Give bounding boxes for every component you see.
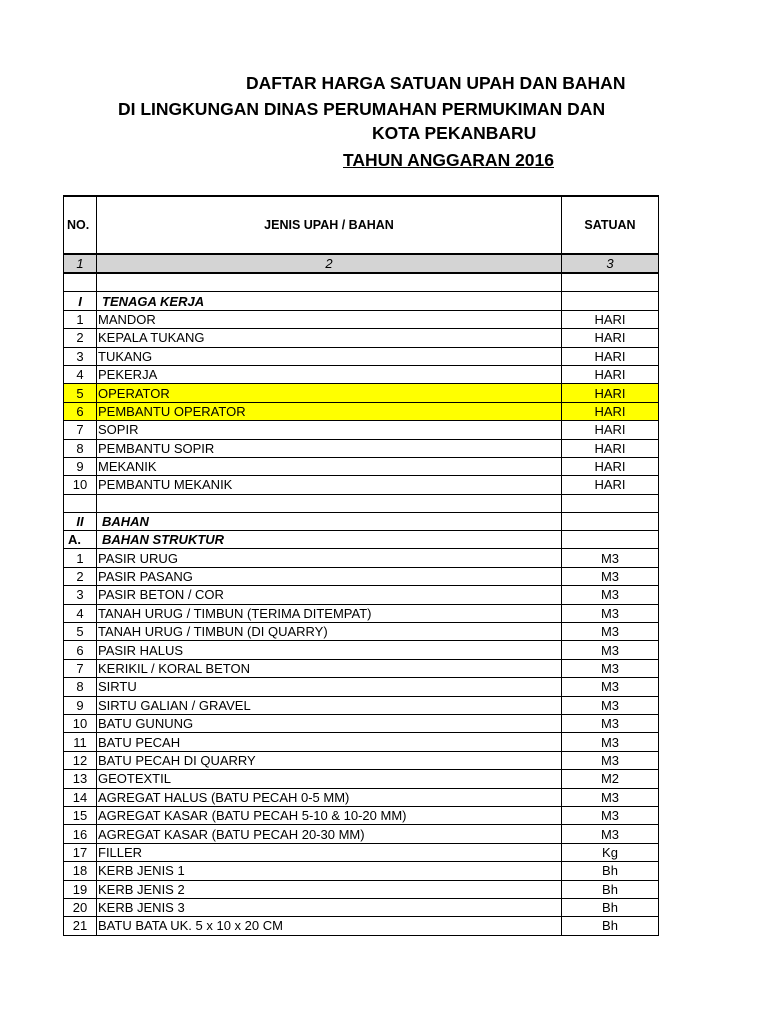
cell-satuan[interactable]: M3 xyxy=(562,567,659,585)
cell-jenis[interactable]: PASIR BETON / COR xyxy=(97,586,562,604)
cell-satuan[interactable]: M3 xyxy=(562,549,659,567)
cell-no[interactable]: 19 xyxy=(64,880,97,898)
cell-jenis[interactable]: BAHAN STRUKTUR xyxy=(97,531,562,549)
cell-satuan[interactable]: HARI xyxy=(562,476,659,494)
cell-jenis[interactable]: OPERATOR xyxy=(97,384,562,402)
cell-no[interactable]: 4 xyxy=(64,365,97,383)
cell-satuan[interactable]: Bh xyxy=(562,917,659,935)
cell-satuan[interactable]: HARI xyxy=(562,310,659,328)
table-row xyxy=(64,347,659,365)
cell-jenis[interactable]: KERIKIL / KORAL BETON xyxy=(97,659,562,677)
cell-jenis[interactable]: PASIR URUG xyxy=(97,549,562,567)
cell-satuan[interactable]: M3 xyxy=(562,751,659,769)
column-number-2[interactable]: 2 xyxy=(97,254,562,273)
cell-no[interactable]: 2 xyxy=(64,329,97,347)
cell-no[interactable]: 12 xyxy=(64,751,97,769)
cell-jenis[interactable]: GEOTEXTIL xyxy=(97,770,562,788)
cell-jenis[interactable]: FILLER xyxy=(97,843,562,861)
cell-jenis[interactable]: MANDOR xyxy=(97,310,562,328)
cell-no[interactable]: 17 xyxy=(64,843,97,861)
cell-no[interactable]: 2 xyxy=(64,567,97,585)
title-line-2: DI LINGKUNGAN DINAS PERUMAHAN PERMUKIMAN DAN xyxy=(118,99,606,119)
cell-jenis[interactable]: KEPALA TUKANG xyxy=(97,329,562,347)
table-row xyxy=(64,696,659,714)
cell-jenis[interactable]: TENAGA KERJA xyxy=(97,292,562,310)
cell-jenis[interactable]: TANAH URUG / TIMBUN (TERIMA DITEMPAT) xyxy=(97,604,562,622)
cell-no[interactable]: II xyxy=(64,512,97,530)
table-row xyxy=(64,439,659,457)
cell-satuan[interactable]: HARI xyxy=(562,402,659,420)
column-number-1[interactable]: 1 xyxy=(64,254,97,273)
cell-satuan[interactable]: M3 xyxy=(562,714,659,732)
cell-no[interactable]: 6 xyxy=(64,402,97,420)
cell-no[interactable]: 9 xyxy=(64,696,97,714)
cell-no[interactable]: 10 xyxy=(64,476,97,494)
cell-no[interactable]: 7 xyxy=(64,659,97,677)
cell-satuan[interactable]: HARI xyxy=(562,421,659,439)
cell-no[interactable]: 11 xyxy=(64,733,97,751)
cell-no[interactable]: 9 xyxy=(64,457,97,475)
cell-no[interactable]: 16 xyxy=(64,825,97,843)
table-row xyxy=(64,751,659,769)
cell-jenis[interactable]: PEMBANTU MEKANIK xyxy=(97,476,562,494)
section-row xyxy=(64,292,659,310)
cell-no[interactable]: A. xyxy=(64,531,97,549)
table-row xyxy=(64,384,659,402)
cell-jenis[interactable]: SIRTU GALIAN / GRAVEL xyxy=(97,696,562,714)
cell-jenis[interactable]: PEKERJA xyxy=(97,365,562,383)
title-line-3: KOTA PEKANBARU xyxy=(372,123,537,143)
cell-satuan[interactable]: M3 xyxy=(562,641,659,659)
cell-jenis[interactable]: BATU GUNUNG xyxy=(97,714,562,732)
table-row xyxy=(64,457,659,475)
cell-no[interactable]: 5 xyxy=(64,384,97,402)
cell-jenis[interactable] xyxy=(97,494,562,512)
cell-no[interactable]: 5 xyxy=(64,623,97,641)
table-row xyxy=(64,623,659,641)
cell-no[interactable]: 10 xyxy=(64,714,97,732)
cell-jenis[interactable]: TANAH URUG / TIMBUN (DI QUARRY) xyxy=(97,623,562,641)
header-no[interactable]: NO. xyxy=(64,196,97,254)
table-row xyxy=(64,862,659,880)
cell-satuan[interactable]: HARI xyxy=(562,439,659,457)
cell-satuan[interactable]: HARI xyxy=(562,384,659,402)
cell-no[interactable]: 13 xyxy=(64,770,97,788)
table-row xyxy=(64,604,659,622)
cell-no[interactable]: 18 xyxy=(64,862,97,880)
cell-satuan[interactable] xyxy=(562,292,659,310)
cell-no[interactable]: 3 xyxy=(64,347,97,365)
section-row xyxy=(64,512,659,530)
cell-jenis[interactable]: PEMBANTU OPERATOR xyxy=(97,402,562,420)
table-row xyxy=(64,770,659,788)
table-row xyxy=(64,806,659,824)
cell-no[interactable]: 8 xyxy=(64,678,97,696)
cell-no[interactable]: 1 xyxy=(64,549,97,567)
table-row xyxy=(64,898,659,916)
title-line-4: TAHUN ANGGARAN 2016 xyxy=(343,150,554,170)
table-row xyxy=(64,714,659,732)
cell-satuan[interactable]: M3 xyxy=(562,678,659,696)
cell-satuan[interactable]: Kg xyxy=(562,843,659,861)
cell-no[interactable]: 4 xyxy=(64,604,97,622)
cell-no[interactable]: 1 xyxy=(64,310,97,328)
cell-satuan[interactable]: HARI xyxy=(562,457,659,475)
cell-jenis[interactable]: BATU BATA UK. 5 x 10 x 20 CM xyxy=(97,917,562,935)
cell-jenis[interactable]: PEMBANTU SOPIR xyxy=(97,439,562,457)
cell-jenis[interactable]: BATU PECAH DI QUARRY xyxy=(97,751,562,769)
table-row xyxy=(64,586,659,604)
cell-jenis[interactable]: TUKANG xyxy=(97,347,562,365)
cell-no[interactable]: 20 xyxy=(64,898,97,916)
cell-jenis[interactable]: BATU PECAH xyxy=(97,733,562,751)
table-row xyxy=(64,678,659,696)
cell-jenis[interactable]: PASIR PASANG xyxy=(97,567,562,585)
cell-satuan[interactable]: M3 xyxy=(562,806,659,824)
cell-no[interactable]: 21 xyxy=(64,917,97,935)
table-row xyxy=(64,402,659,420)
cell-jenis[interactable]: SIRTU xyxy=(97,678,562,696)
cell-satuan[interactable]: HARI xyxy=(562,329,659,347)
cell-no[interactable] xyxy=(64,494,97,512)
cell-jenis[interactable]: AGREGAT KASAR (BATU PECAH 20-30 MM) xyxy=(97,825,562,843)
table-row xyxy=(64,659,659,677)
cell-no[interactable]: 14 xyxy=(64,788,97,806)
cell-satuan[interactable]: M3 xyxy=(562,659,659,677)
price-table xyxy=(63,195,659,936)
table-row xyxy=(64,788,659,806)
cell-no[interactable] xyxy=(64,273,97,292)
cell-satuan[interactable]: Bh xyxy=(562,880,659,898)
table-row xyxy=(64,310,659,328)
cell-satuan[interactable]: M3 xyxy=(562,733,659,751)
table-row xyxy=(64,567,659,585)
table-row xyxy=(64,476,659,494)
cell-jenis[interactable]: AGREGAT HALUS (BATU PECAH 0-5 MM) xyxy=(97,788,562,806)
table-header-row xyxy=(64,196,659,254)
cell-no[interactable]: 8 xyxy=(64,439,97,457)
table-row xyxy=(64,549,659,567)
cell-no[interactable]: I xyxy=(64,292,97,310)
cell-satuan[interactable]: M3 xyxy=(562,696,659,714)
cell-satuan[interactable]: Bh xyxy=(562,862,659,880)
column-number-3[interactable]: 3 xyxy=(562,254,659,273)
cell-satuan[interactable]: HARI xyxy=(562,347,659,365)
cell-no[interactable]: 7 xyxy=(64,421,97,439)
cell-jenis[interactable]: KERB JENIS 1 xyxy=(97,862,562,880)
header-jenis[interactable]: JENIS UPAH / BAHAN xyxy=(97,196,562,254)
cell-no[interactable]: 15 xyxy=(64,806,97,824)
cell-satuan[interactable]: M3 xyxy=(562,788,659,806)
cell-jenis[interactable]: KERB JENIS 3 xyxy=(97,898,562,916)
table-row xyxy=(64,733,659,751)
table-row xyxy=(64,329,659,347)
cell-jenis[interactable]: KERB JENIS 2 xyxy=(97,880,562,898)
cell-jenis[interactable] xyxy=(97,273,562,292)
table-row xyxy=(64,843,659,861)
cell-satuan[interactable]: Bh xyxy=(562,898,659,916)
table-row xyxy=(64,421,659,439)
cell-satuan[interactable] xyxy=(562,273,659,292)
cell-satuan[interactable] xyxy=(562,494,659,512)
table-row xyxy=(64,825,659,843)
table-row xyxy=(64,917,659,935)
cell-jenis[interactable]: AGREGAT KASAR (BATU PECAH 5-10 & 10-20 MM) xyxy=(97,806,562,824)
cell-jenis[interactable]: SOPIR xyxy=(97,421,562,439)
cell-satuan[interactable]: HARI xyxy=(562,365,659,383)
cell-no[interactable]: 3 xyxy=(64,586,97,604)
cell-satuan[interactable]: M3 xyxy=(562,586,659,604)
cell-jenis[interactable]: BAHAN xyxy=(97,512,562,530)
subsection-row xyxy=(64,531,659,549)
cell-no[interactable]: 6 xyxy=(64,641,97,659)
cell-jenis[interactable]: MEKANIK xyxy=(97,457,562,475)
table-row xyxy=(64,641,659,659)
document-title xyxy=(0,70,768,180)
cell-satuan[interactable]: M3 xyxy=(562,623,659,641)
blank-row xyxy=(64,494,659,512)
cell-satuan[interactable]: M3 xyxy=(562,604,659,622)
header-satuan[interactable]: SATUAN xyxy=(562,196,659,254)
blank-row xyxy=(64,273,659,292)
cell-satuan[interactable] xyxy=(562,512,659,530)
table-row xyxy=(64,880,659,898)
table-row xyxy=(64,365,659,383)
cell-satuan[interactable] xyxy=(562,531,659,549)
column-number-row xyxy=(64,254,659,273)
cell-satuan[interactable]: M2 xyxy=(562,770,659,788)
title-line-1: DAFTAR HARGA SATUAN UPAH DAN BAHAN xyxy=(246,73,626,93)
cell-satuan[interactable]: M3 xyxy=(562,825,659,843)
cell-jenis[interactable]: PASIR HALUS xyxy=(97,641,562,659)
